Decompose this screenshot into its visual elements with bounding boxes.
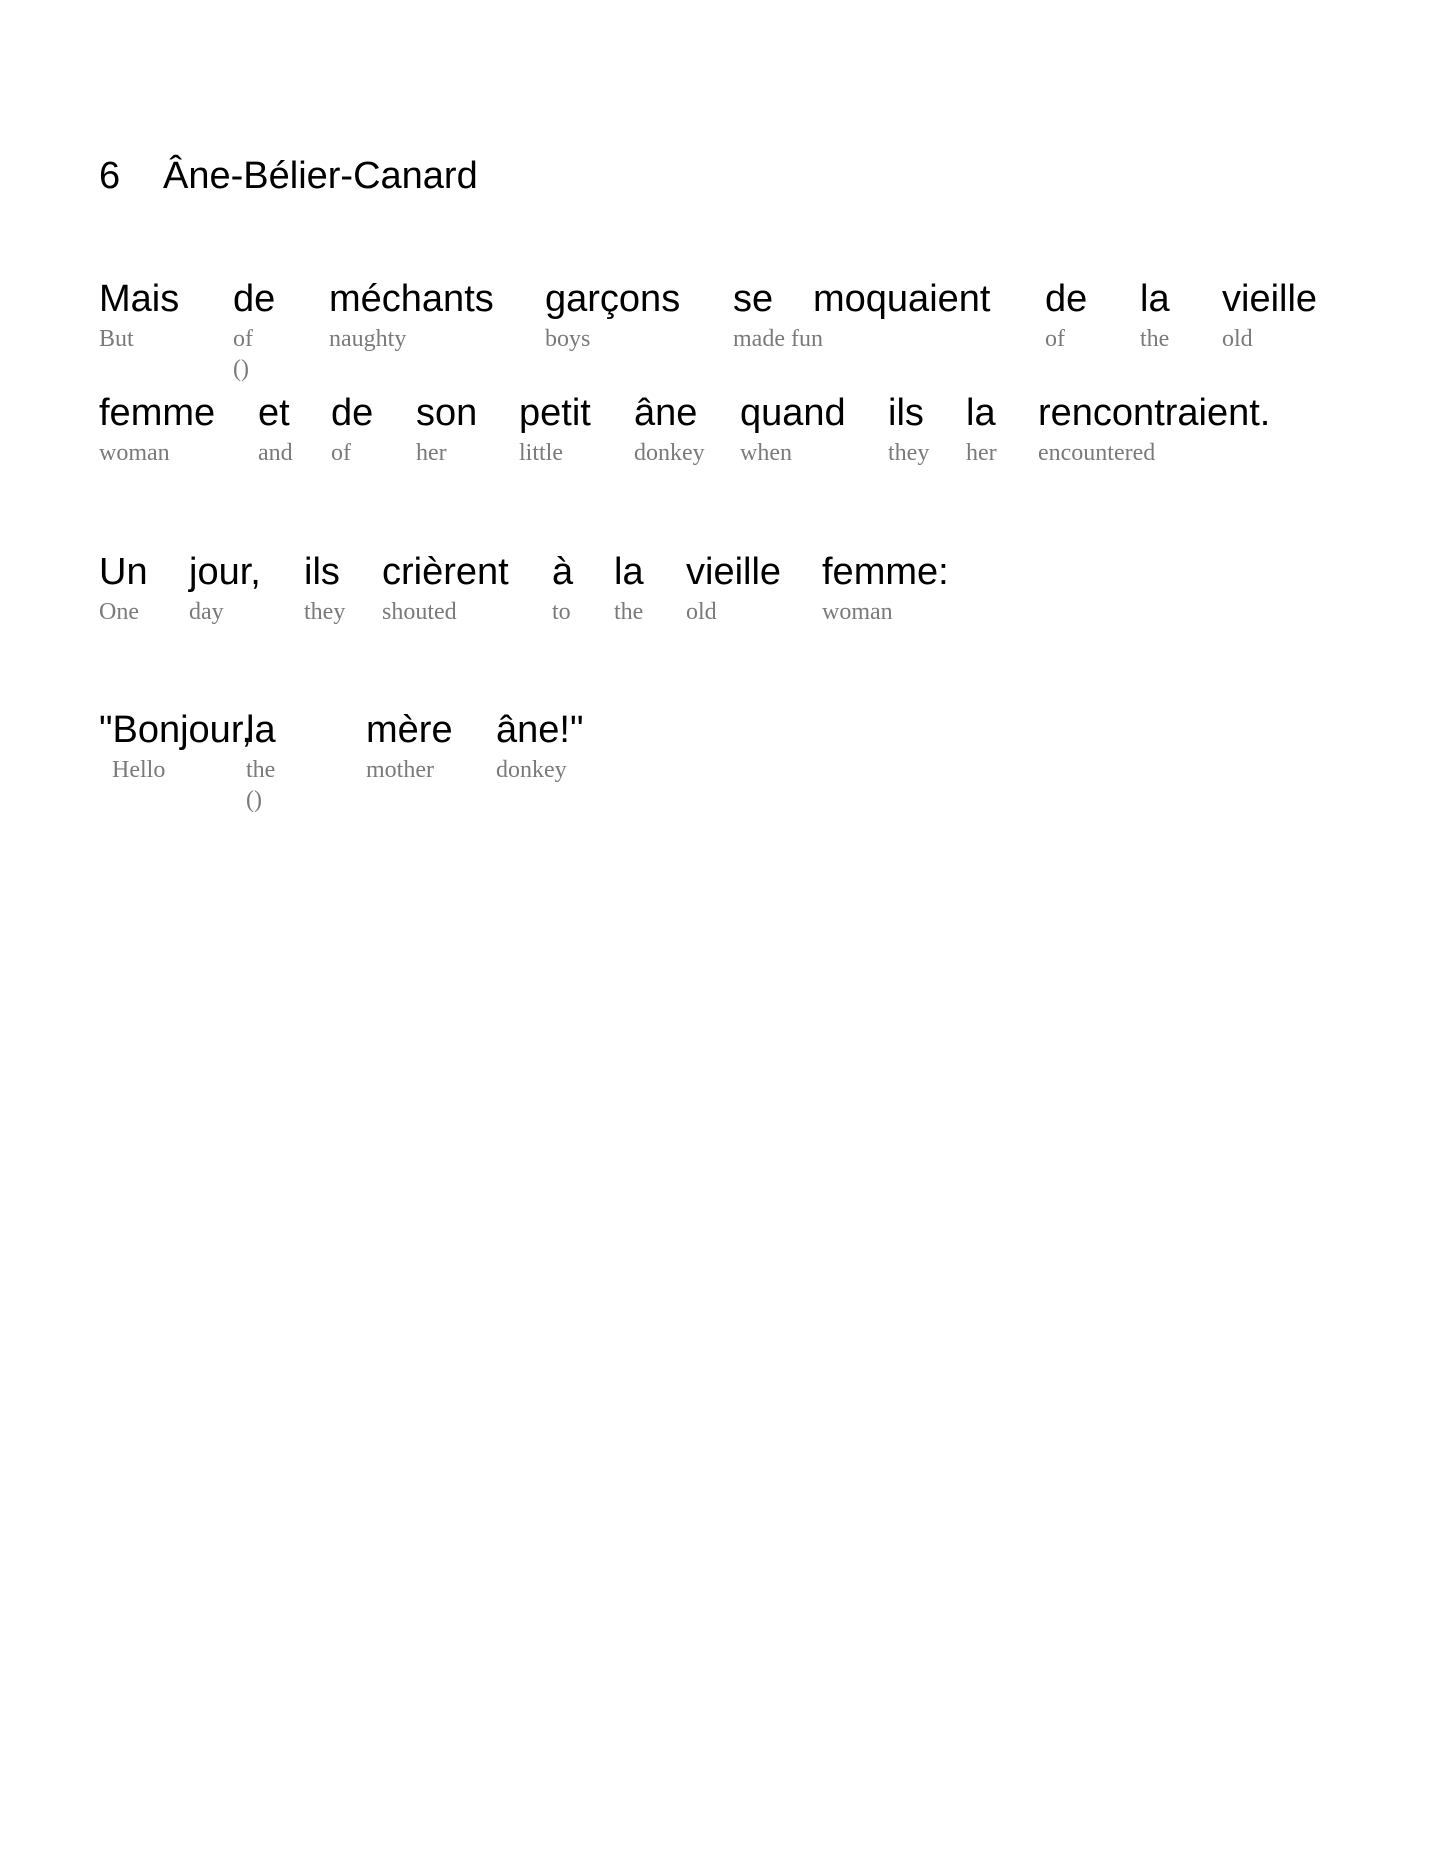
english-gloss: her xyxy=(966,440,997,466)
english-gloss: of xyxy=(331,440,351,466)
word-token xyxy=(1045,280,1087,351)
french-word: femme xyxy=(99,392,216,434)
french-word: la xyxy=(1140,278,1170,320)
word-token xyxy=(888,394,929,465)
french-word: âne xyxy=(634,392,698,434)
french-word: de xyxy=(1045,278,1088,320)
word-token xyxy=(740,394,846,465)
english-gloss: day xyxy=(189,599,224,625)
word-token xyxy=(634,394,705,465)
word-token xyxy=(233,280,275,381)
english-gloss: donkey xyxy=(496,757,567,783)
french-word: moquaient xyxy=(813,278,991,320)
word-token xyxy=(304,553,345,624)
word-token xyxy=(331,394,373,465)
gloss-note: () xyxy=(233,356,249,382)
word-token xyxy=(366,711,453,782)
french-word: méchants xyxy=(329,278,494,320)
french-word: de xyxy=(331,392,374,434)
word-token xyxy=(813,280,990,351)
french-word: de xyxy=(233,278,276,320)
french-word: la xyxy=(614,551,644,593)
french-word: âne!" xyxy=(496,709,584,751)
french-word: et xyxy=(258,392,290,434)
french-word: jour, xyxy=(189,551,261,593)
word-token xyxy=(733,280,823,351)
word-token xyxy=(496,711,583,782)
english-gloss: One xyxy=(99,599,139,625)
english-gloss: the xyxy=(246,757,276,783)
word-token xyxy=(822,553,949,624)
english-gloss: and xyxy=(258,440,293,466)
word-token xyxy=(1222,280,1317,351)
gloss-note: () xyxy=(246,787,262,813)
word-token xyxy=(614,553,644,624)
french-word: Un xyxy=(99,551,148,593)
french-word: son xyxy=(416,392,478,434)
english-gloss: to xyxy=(552,599,571,625)
english-gloss: encountered xyxy=(1038,440,1156,466)
english-gloss xyxy=(813,327,990,351)
french-word: rencontraient. xyxy=(1038,392,1271,434)
english-gloss: the xyxy=(614,599,644,625)
french-word: femme: xyxy=(822,551,949,593)
french-word: crièrent xyxy=(382,551,509,593)
english-gloss: of xyxy=(1045,326,1065,352)
word-token xyxy=(246,711,276,812)
french-word: mère xyxy=(366,709,453,751)
english-gloss: made fun xyxy=(733,326,823,352)
word-token xyxy=(329,280,494,351)
english-gloss: old xyxy=(686,599,717,625)
french-word: petit xyxy=(519,392,591,434)
word-token xyxy=(519,394,591,465)
chapter-number: 6 xyxy=(99,155,121,197)
english-gloss: mother xyxy=(366,757,434,783)
french-word: se xyxy=(733,278,774,320)
chapter-title: Âne-Bélier-Canard xyxy=(163,155,478,197)
english-gloss: woman xyxy=(99,440,170,466)
english-gloss: donkey xyxy=(634,440,705,466)
french-word: ils xyxy=(888,392,924,434)
word-token xyxy=(966,394,997,465)
english-gloss: Hello xyxy=(112,757,166,783)
word-token xyxy=(99,394,215,465)
word-token xyxy=(552,553,573,624)
french-word: vieille xyxy=(1222,278,1318,320)
word-token xyxy=(99,711,252,782)
french-word: la xyxy=(966,392,996,434)
english-gloss: of xyxy=(233,326,253,352)
english-gloss: woman xyxy=(822,599,893,625)
french-word: quand xyxy=(740,392,846,434)
word-token xyxy=(189,553,261,624)
english-gloss: boys xyxy=(545,326,591,352)
word-token xyxy=(99,280,179,351)
english-gloss: little xyxy=(519,440,563,466)
english-gloss: naughty xyxy=(329,326,407,352)
french-word: vieille xyxy=(686,551,782,593)
english-gloss: they xyxy=(888,440,930,466)
english-gloss: old xyxy=(1222,326,1253,352)
english-gloss: when xyxy=(740,440,792,466)
french-word: la xyxy=(246,709,276,751)
french-word: ils xyxy=(304,551,340,593)
english-gloss: they xyxy=(304,599,346,625)
word-token xyxy=(1038,394,1270,465)
word-token xyxy=(382,553,509,624)
french-word: garçons xyxy=(545,278,681,320)
french-word: Mais xyxy=(99,278,180,320)
word-token xyxy=(545,280,680,351)
english-gloss: her xyxy=(416,440,447,466)
chapter-heading xyxy=(99,157,478,195)
word-token xyxy=(686,553,781,624)
english-gloss: shouted xyxy=(382,599,457,625)
word-token xyxy=(258,394,293,465)
word-token xyxy=(99,553,148,624)
word-token xyxy=(1140,280,1170,351)
french-word: à xyxy=(552,551,574,593)
french-word: "Bonjour, xyxy=(99,709,252,751)
word-token xyxy=(416,394,477,465)
english-gloss: the xyxy=(1140,326,1170,352)
english-gloss: But xyxy=(99,326,134,352)
